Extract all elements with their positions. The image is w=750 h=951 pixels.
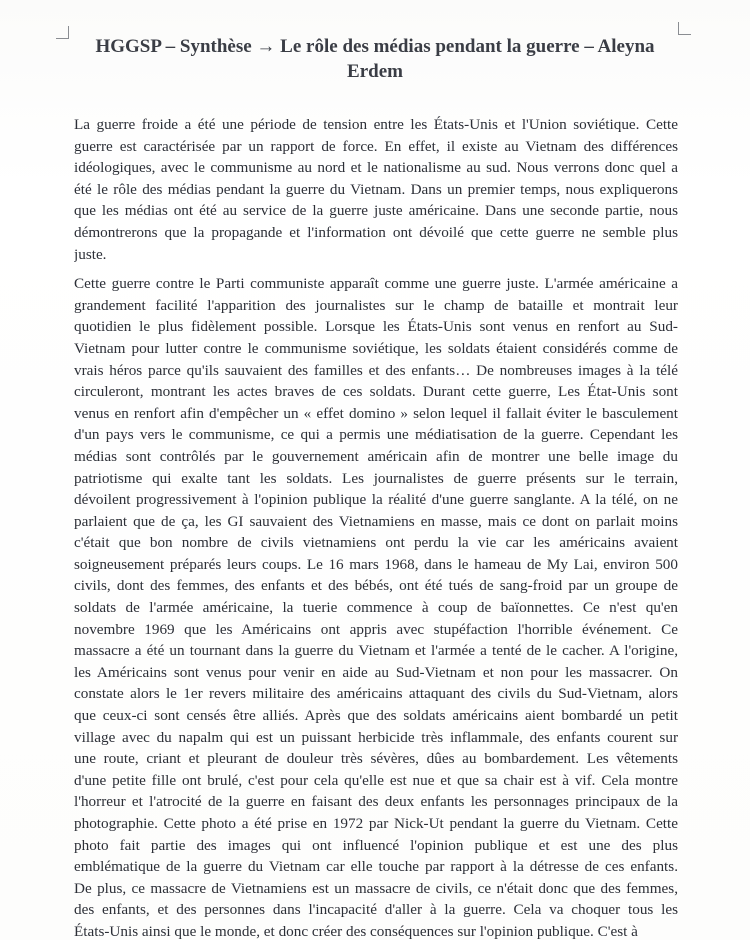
text-line: photo fait partie des images qui ont influencé l'opinion publique et est une des plus [74,836,678,854]
text-line: c'était que bon nombre de civils vietnamiens ont perdu la vie car les américains avaient [74,534,678,552]
paragraph [74,114,678,265]
text-line: venus en renfort afin d'empêcher un « effet domino » selon lequel il fallait éviter le basculement [74,404,678,422]
text-line: constate alors le 1er revers militaire des américains attaquant des civils du Sud-Vietnam, alors [74,685,678,703]
text-line: des enfants, et des personnes dans l'incapacité d'aller à la guerre. Cela va choquer tous les [74,901,678,919]
text-line: Vietnam pour lutter contre le communisme soviétique, les soldats étaient considérés comme de [74,339,678,357]
text-line: idéologiques, avec le communisme au nord et le nationalisme au sud. Nous verrons donc quel a [74,159,678,177]
text-line: soldats de l'armée américaine, la tuerie commence à coup de baïonnettes. Ce n'est qu'en [74,599,678,617]
text-line: médias sont contrôlés par le gouvernement américain afin de montrer une belle image du [74,447,678,465]
text-line: démontrerons que la propagande et l'information ont dévoilé que cette guerre ne semble plus [74,223,678,241]
text-line: que ceux-ci sont censés être alliés. Après que des soldats américains aient bombardé un petit [74,707,678,725]
text-line: été le rôle des médias pendant la guerre du Vietnam. Dans un premier temps, nous expliquerons [74,180,678,198]
text-line: soigneusement préparés leurs coups. Le 16 mars 1968, dans le hameau de My Lai, environ 500 [74,555,678,573]
text-line: l'horreur et l'atrocité de la guerre en faisant des deux enfants les personnages principaux de la [74,793,678,811]
text-line: civils, dont des femmes, des enfants et des bébés, ont été tués de sang-froid par un groupe de [74,577,678,595]
text-line: d'un pays vers le communisme, ce qui a permis une médiatisation de la guerre. Cependant les [74,426,678,444]
text-line: États-Unis ainsi que le monde, et donc créer des conséquences sur l'opinion publique. C'est à [74,922,638,940]
text-line: guerre est caractérisée par un rapport de force. En effet, il existe au Vietnam des différences [74,137,678,155]
text-line: novembre 1969 que les Américains ont appris avec stupéfaction l'horrible événement. Ce [74,620,678,638]
text-line: parlaient que de ça, les GI sauvaient des Vietnamiens en masse, mais ce dont on parlait moins [74,512,678,530]
text-line: quotidien le plus fidèlement possible. Lorsque les États-Unis sont venus en renfort au Sud- [74,318,678,336]
document-title: HGGSP – Synthèse → Le rôle des médias pendant la guerre – Aleyna Erdem [95,36,655,82]
text-line: Cette guerre contre le Parti communiste apparaît comme une guerre juste. L'armée américaine a [74,275,678,293]
text-line: De plus, ce massacre de Vietnamiens est un massacre de civils, ce n'était donc que des femmes, [74,879,678,897]
text-line: une route, criant et pleurant de douleur très sévères, dûes au bombardement. Les vêtements [74,750,678,768]
text-line: photographie. Cette photo a été prise en 1972 par Nick-Ut pendant la guerre du Vietnam. Cette [74,815,678,832]
text-line: La guerre froide a été une période de tension entre les États-Unis et l'Union soviétique. Cette [74,116,678,133]
text-line: village avec du napalm qui est un puissant herbicide très inflammale, des enfants courent sur [74,728,678,746]
text-line: dévoilent progressivement à l'opinion publique la réalité d'une guerre sanglante. A la télé, on ne [74,491,678,509]
text-line: grandement facilité l'apparition des journalistes sur le champ de bataille et montrait leur [74,296,678,314]
document-body [74,114,678,951]
crop-mark-top-left [56,26,69,39]
text-line: massacre a été un tournant dans la guerre du Vietnam et l'armée a tenté de le cacher. A l'origine, [74,642,678,660]
text-line: patriotisme qui exalte tant les soldats. Les journalistes de guerre présents sur le terrain, [74,469,678,487]
text-line: emblématique de la guerre du Vietnam car elle touche par rapport à la détresse de ces enfants. [74,858,678,876]
text-line: circuleront, montrant les actes braves de ces soldats. Durant cette guerre, Les État-Unis sont [74,383,678,401]
text-line: d'une petite fille ont brulé, c'est pour cela qu'elle est nue et que sa chair est à vif. Cela montre [74,771,678,789]
text-line: que les médias ont été au service de la guerre juste américaine. Dans une seconde partie, nous [74,202,678,220]
paragraph [74,273,678,942]
text-line: vrais héros parce qu'ils sauvaient des familles et des enfants… De nombreuses images à la télé [74,361,678,379]
text-line: les Américains sont venus pour venir en aide au Sud-Vietnam et non pour les massacrer. On [74,663,678,681]
text-line: juste. [74,245,107,263]
